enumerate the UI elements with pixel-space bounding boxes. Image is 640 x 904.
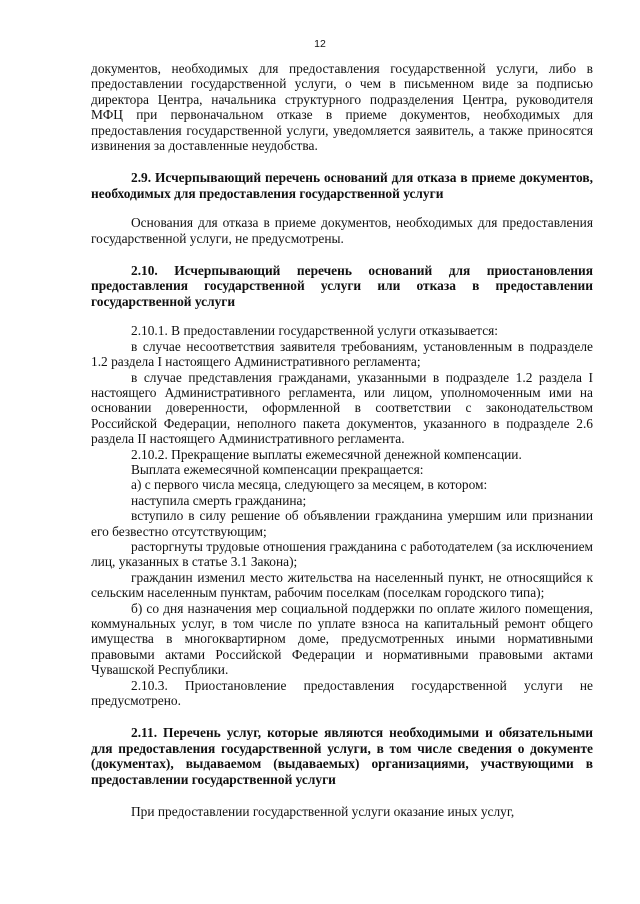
paragraph-2-9-text: Основания для отказа в приеме документов, необходимых для предоставления государственной услуги, не предусмотрены. xyxy=(91,215,593,246)
paragraph-2-11-text: При предоставлении государственной услуги оказание иных услуг, xyxy=(131,804,515,820)
list-item-a: а) с первого числа месяца, следующего за месяцем, в котором: xyxy=(131,477,488,493)
paragraph-continuation: документов, необходимых для предоставления государственной услуги, либо в предоставлении государственной услуги, о чем в письменном виде за подписью директора Центра, начальника структурного подразделения Центра, руководителя МФЦ при первоначальном отказе в приеме документов, необходимых для предоставления государственной услуги, уведомляется заявитель, а также приносятся извинения за доставленные неудобства. xyxy=(91,61,593,154)
paragraph-mismatch-requirements: в случае несоответствия заявителя требованиям, установленным в подразделе 1.2 раздела I настоящего Административного регламента; xyxy=(91,338,593,370)
paragraph-2-10-1: 2.10.1. В предоставлении государственной услуги отказывается: xyxy=(131,323,499,339)
paragraph-2-10-3: 2.10.3. Приостановление предоставления государственной услуги не предусмотрено. xyxy=(91,677,593,709)
list-item-b: б) со дня назначения мер социальной поддержки по оплате жилого помещения, коммунальных услуг, в том числе по уплате взноса на капитальный ремонт общего имущества в многоквартирном доме, предусмотренных иными нормативными правовыми актами Российской Федерации и нормативными правовыми актами Чувашской Республики. xyxy=(91,600,593,678)
heading-2-10: 2.10. Исчерпывающий перечень оснований для приостановления предоставления государственной услуги или отказа в предоставлении государственной услуги xyxy=(91,263,593,309)
paragraph-payment-stops: Выплата ежемесячной компенсации прекращается: xyxy=(131,461,424,477)
heading-2-9: 2.9. Исчерпывающий перечень оснований для отказа в приеме документов, необходимых для предоставления государственной услуги xyxy=(91,170,593,201)
list-item-employment-terminated: расторгнуты трудовые отношения гражданина с работодателем (за исключением лиц, указанных в статье 3.1 Закона); xyxy=(91,538,593,570)
list-item-death: наступила смерть гражданина; xyxy=(131,492,307,508)
document-body xyxy=(91,61,593,819)
paragraph-incomplete-documents: в случае представления гражданами, указанными в подразделе 1.2 раздела I настоящего Административного регламента, или лицом, уполномоченным ими на основании доверенности, оформленной в соответствии с законодательством Российской Федерации, неполного пакета документов, указанного в подразделе 2.6 раздела II настоящего Административного регламента. xyxy=(91,369,593,447)
list-item-declared-dead: вступило в силу решение об объявлении гражданина умершим или признании его безвестно отсутствующим; xyxy=(91,508,593,539)
heading-2-11: 2.11. Перечень услуг, которые являются необходимыми и обязательными для предоставления государственной услуги, в том числе сведения о документе (документах), выдаваемом (выдаваемых) организациями, участвующими в предоставлении государственной услуги xyxy=(91,725,593,787)
page-number: 12 xyxy=(314,38,326,50)
list-item-residence-changed: гражданин изменил место жительства на населенный пункт, не относящийся к сельским населенным пунктам, рабочим поселкам (поселкам городского типа); xyxy=(91,569,593,601)
paragraph-2-10-2: 2.10.2. Прекращение выплаты ежемесячной денежной компенсации. xyxy=(131,446,522,462)
